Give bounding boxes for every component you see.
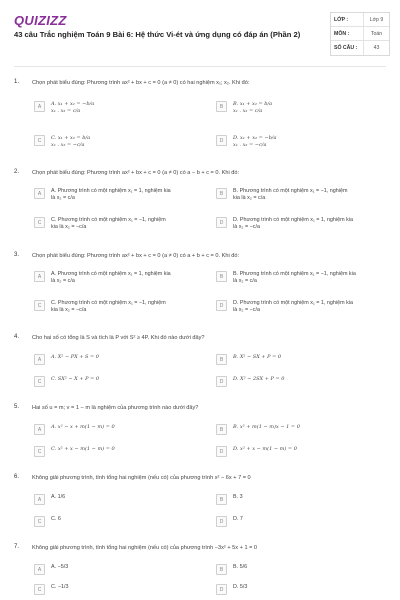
option-text: C. 6 xyxy=(51,516,61,522)
option-letter-box: B xyxy=(216,354,227,365)
option-d[interactable] xyxy=(216,376,384,387)
option-b[interactable] xyxy=(216,354,384,365)
option-letter-box: D xyxy=(216,446,227,457)
option-letter-box: C xyxy=(34,217,45,228)
option-text: C. Phương trình có một nghiệm x₁ = −1, nghiệm kia là x₂ = −c/a xyxy=(51,217,166,230)
option-letter-box: A xyxy=(34,101,45,112)
option-letter-box: B xyxy=(216,188,227,199)
option-letter-box: B xyxy=(216,424,227,435)
option-letter-box: C xyxy=(34,300,45,311)
option-text: D. x² + x − m(1 − m) = 0 xyxy=(233,446,297,452)
meta-key: LỚP : xyxy=(334,16,349,23)
header-divider xyxy=(14,66,386,67)
meta-row-class xyxy=(331,13,389,27)
option-b[interactable] xyxy=(216,564,384,575)
meta-row-subject xyxy=(331,27,389,41)
option-text: A. 1/6 xyxy=(51,494,66,500)
meta-value: 43 xyxy=(363,41,389,55)
option-text: C. x₁ + x₂ = b/a x₁ . x₂ = −c/a xyxy=(51,135,91,148)
option-d[interactable] xyxy=(216,446,384,457)
option-a[interactable] xyxy=(34,494,202,505)
option-text: C. SX² − X + P = 0 xyxy=(51,376,100,382)
option-d[interactable] xyxy=(216,135,384,149)
question-text: Hai số u = m; v = 1 − m là nghiệm của phương trình nào dưới đây? xyxy=(32,405,199,411)
document-title: 43 câu Trắc nghiệm Toán 9 Bài 6: Hệ thức Vi-ét và ứng dụng có đáp án (Phần 2) xyxy=(14,30,301,39)
option-letter-box: B xyxy=(216,101,227,112)
option-c[interactable] xyxy=(34,376,202,387)
option-letter-box: D xyxy=(216,217,227,228)
meta-table xyxy=(330,12,390,56)
option-d[interactable] xyxy=(216,217,384,231)
option-c[interactable] xyxy=(34,516,202,527)
option-letter-box: B xyxy=(216,564,227,575)
option-text: A. Phương trình có một nghiệm x₁ = 1, nghiệm kia là x₂ = c/a xyxy=(51,188,171,201)
option-text: B. x² + m(1 − m)x − 1 = 0 xyxy=(233,424,300,430)
option-text: B. Phương trình có một nghiệm x₁ = −1, nghiệm kia là x₂ = c/a xyxy=(233,271,356,284)
option-letter-box: A xyxy=(34,354,45,365)
meta-key: MÔN : xyxy=(334,30,350,37)
option-b[interactable] xyxy=(216,424,384,435)
option-letter-box: A xyxy=(34,494,45,505)
option-c[interactable] xyxy=(34,300,202,314)
question-text: Không giải phương trình, tính tổng hai nghiệm (nếu có) của phương trình −3x² + 5x + 1 = 0 xyxy=(32,545,258,551)
option-letter-box: D xyxy=(216,516,227,527)
option-letter-box: D xyxy=(216,135,227,146)
option-letter-box: C xyxy=(34,376,45,387)
meta-key: SỐ CÂU : xyxy=(334,45,358,51)
option-letter-box: A xyxy=(34,188,45,199)
option-d[interactable] xyxy=(216,516,384,527)
option-text: A. X² − PX + S = 0 xyxy=(51,354,99,360)
option-letter-box: D xyxy=(216,376,227,387)
option-a[interactable] xyxy=(34,424,202,435)
option-text: B. 5/6 xyxy=(233,564,248,570)
question-number: 4. xyxy=(14,334,20,340)
option-text: B. x₁ + x₂ = b/a x₁ . x₂ = c/a xyxy=(233,101,273,114)
option-text: D. x₁ + x₂ = −b/a x₁ . x₂ = −c/a xyxy=(233,135,277,148)
option-c[interactable] xyxy=(34,584,202,595)
option-letter-box: C xyxy=(34,584,45,595)
option-text: B. X² − SX + P = 0 xyxy=(233,354,282,360)
option-a[interactable] xyxy=(34,101,202,115)
option-letter-box: A xyxy=(34,424,45,435)
meta-value: Lớp 9 xyxy=(363,13,389,26)
meta-value: Toán xyxy=(363,27,389,40)
question-number: 2. xyxy=(14,169,20,175)
option-letter-box: C xyxy=(34,446,45,457)
option-letter-box: C xyxy=(34,135,45,146)
option-a[interactable] xyxy=(34,564,202,575)
option-d[interactable] xyxy=(216,300,384,314)
option-b[interactable] xyxy=(216,188,384,202)
option-b[interactable] xyxy=(216,494,384,505)
option-text: C. Phương trình có một nghiệm x₁ = −1, nghiệm kia là x₂ = −c/a xyxy=(51,300,166,313)
option-text: D. X² − 2SX + P = 0 xyxy=(233,376,285,382)
option-c[interactable] xyxy=(34,446,202,457)
option-text: A. −5/3 xyxy=(51,564,69,570)
option-letter-box: A xyxy=(34,564,45,575)
question-number: 1. xyxy=(14,79,20,85)
option-text: C. x² + x − m(1 − m) = 0 xyxy=(51,446,115,452)
quizizz-logo: QUIZIZZ xyxy=(14,13,67,28)
option-text: D. Phương trình có một nghiệm x₁ = 1, nghiệm kia là x₂ = −c/a xyxy=(233,300,353,313)
option-letter-box: B xyxy=(216,494,227,505)
option-letter-box: D xyxy=(216,584,227,595)
question-number: 7. xyxy=(14,544,20,550)
option-text: A. x₁ + x₂ = −b/a x₁ . x₂ = c/a xyxy=(51,101,95,114)
question-number: 3. xyxy=(14,252,20,258)
option-text: C. −1/3 xyxy=(51,584,69,590)
option-text: D. 7 xyxy=(233,516,243,522)
option-c[interactable] xyxy=(34,135,202,149)
question-number: 5. xyxy=(14,404,20,410)
option-b[interactable] xyxy=(216,271,384,285)
question-text: Chọn phát biểu đúng: Phương trình ax² + bx + c = 0 (a ≠ 0) có a + b + c = 0. Khi đó: xyxy=(32,253,240,259)
question-text: Chọn phát biểu đúng: Phương trình ax² + bx + c = 0 (a ≠ 0) có hai nghiệm x₁; x₂. Khi đó: xyxy=(32,80,250,86)
option-text: D. Phương trình có một nghiệm x₁ = 1, nghiệm kia là x₂ = −c/a xyxy=(233,217,353,230)
option-text: A. x² − x + m(1 − m) = 0 xyxy=(51,424,115,430)
option-a[interactable] xyxy=(34,354,202,365)
document-header xyxy=(0,0,400,62)
option-d[interactable] xyxy=(216,584,384,595)
option-text: D. 5/3 xyxy=(233,584,248,590)
question-text: Không giải phương trình, tính tổng hai nghiệm (nếu có) của phương trình x² − 6x + 7 = 0 xyxy=(32,475,251,481)
option-letter-box: A xyxy=(34,271,45,282)
option-c[interactable] xyxy=(34,217,202,231)
option-letter-box: D xyxy=(216,300,227,311)
meta-row-count xyxy=(331,41,389,55)
question-text: Cho hai số có tổng là S và tích là P với S² ≥ 4P. Khi đó nào dưới đây? xyxy=(32,335,205,341)
option-text: B. Phương trình có một nghiệm x₁ = −1, nghiệm kia là x₂ = c/a xyxy=(233,188,348,201)
option-b[interactable] xyxy=(216,101,384,115)
question-text: Chọn phát biểu đúng: Phương trình ax² + bx + c = 0 (a ≠ 0) có a − b + c = 0. Khi đó: xyxy=(32,170,240,176)
option-text: A. Phương trình có một nghiệm x₁ = 1, nghiệm kia là x₂ = c/a xyxy=(51,271,171,284)
question-number: 6. xyxy=(14,474,20,480)
option-letter-box: B xyxy=(216,271,227,282)
option-a[interactable] xyxy=(34,271,202,285)
option-a[interactable] xyxy=(34,188,202,202)
option-letter-box: C xyxy=(34,516,45,527)
option-text: B. 3 xyxy=(233,494,243,500)
